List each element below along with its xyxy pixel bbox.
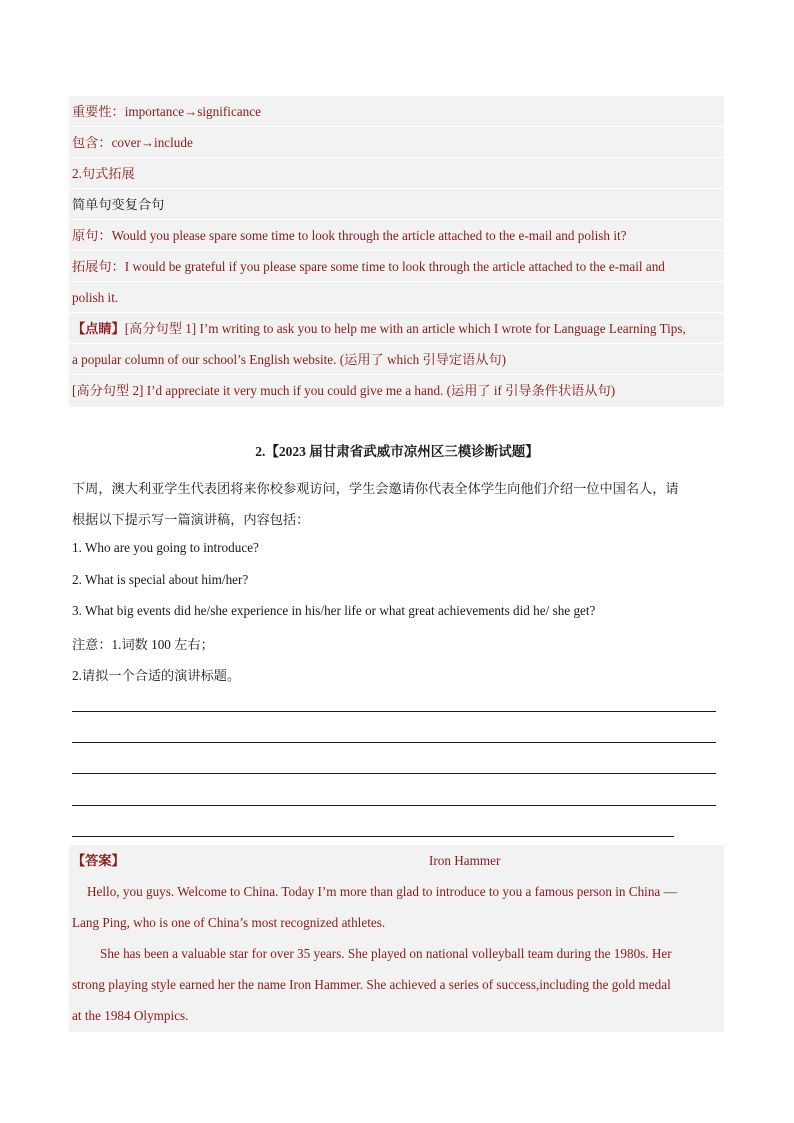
expanded-sentence-continuation: polish it.	[69, 282, 724, 313]
original-sentence-line	[69, 220, 724, 251]
vocab-label: 重要性：	[72, 104, 125, 119]
simple-to-complex-heading: 简单句变复合句	[69, 189, 724, 220]
pattern1-text: [高分句型 1] I’m writing to ask you to help me with an article which I wrote for Language Learning Tips,	[124, 321, 686, 336]
previous-answer-block	[69, 96, 724, 407]
writing-line	[72, 773, 716, 774]
expanded-label: 拓展句：	[72, 259, 125, 274]
answer-header	[69, 845, 724, 876]
original-text: Would you please spare some time to look through the article attached to the e-mail and polish it?	[111, 228, 627, 243]
essay-title: Iron Hammer	[429, 853, 501, 868]
vocab-line-importance	[69, 96, 724, 127]
vocab-text: importance→significance	[124, 104, 261, 119]
prompt-line: 下周，澳大利亚学生代表团将来你校参观访问，学生会邀请你代表全体学生向他们介绍一位中国名人，请	[72, 481, 679, 496]
dianjing-tag: 【点睛】	[72, 321, 125, 336]
sentence-expand-heading: 2.句式拓展	[69, 158, 724, 189]
vocab-label: 包含：	[72, 135, 112, 150]
writing-line	[72, 742, 716, 743]
essay-paragraph-line: at the 1984 Olympics.	[72, 1008, 189, 1023]
essay-paragraph-line: Hello, you guys. Welcome to China. Today I’m more than glad to introduce to you a famous person in China —	[87, 884, 677, 899]
writing-line	[72, 836, 674, 837]
content-item-2: 2. What is special about him/her?	[72, 572, 249, 587]
expanded-text: I would be grateful if you please spare some time to look through the article attached to the e-mail and	[124, 259, 665, 274]
question-title: 2.【2023 届甘肃省武威市凉州区三模诊断试题】	[255, 444, 539, 459]
writing-line	[72, 805, 716, 806]
pattern1-continuation: a popular column of our school’s English website. (运用了 which 引导定语从句)	[69, 344, 724, 375]
content-item-3: 3. What big events did he/she experience in his/her life or what great achievements did he/ she get?	[72, 603, 596, 618]
note-title: 2.请拟一个合适的演讲标题。	[72, 668, 241, 683]
note-word-count: 注意：1.词数 100 左右；	[72, 637, 214, 652]
answer-tag: 【答案】	[72, 853, 125, 868]
original-label: 原句：	[72, 228, 112, 243]
writing-line	[72, 711, 716, 712]
prompt-line: 根据以下提示写一篇演讲稿，内容包括：	[72, 512, 310, 527]
pattern2-line: [高分句型 2] I’d appreciate it very much if you could give me a hand. (运用了 if 引导条件状语从句)	[72, 383, 616, 398]
essay-paragraph-line: strong playing style earned her the name Iron Hammer. She achieved a series of success,including the gold medal	[72, 977, 671, 992]
essay-paragraph-line: Lang Ping, who is one of China’s most recognized athletes.	[72, 915, 386, 930]
vocab-text: cover→include	[111, 135, 193, 150]
answer-block	[69, 845, 724, 1032]
essay-paragraph-line: She has been a valuable star for over 35 years. She played on national volleyball team during the 1980s. Her	[100, 946, 672, 961]
vocab-line-include	[69, 127, 724, 158]
pattern1-line	[69, 313, 724, 344]
content-item-1: 1. Who are you going to introduce?	[72, 540, 259, 555]
expanded-sentence-line	[69, 251, 724, 282]
